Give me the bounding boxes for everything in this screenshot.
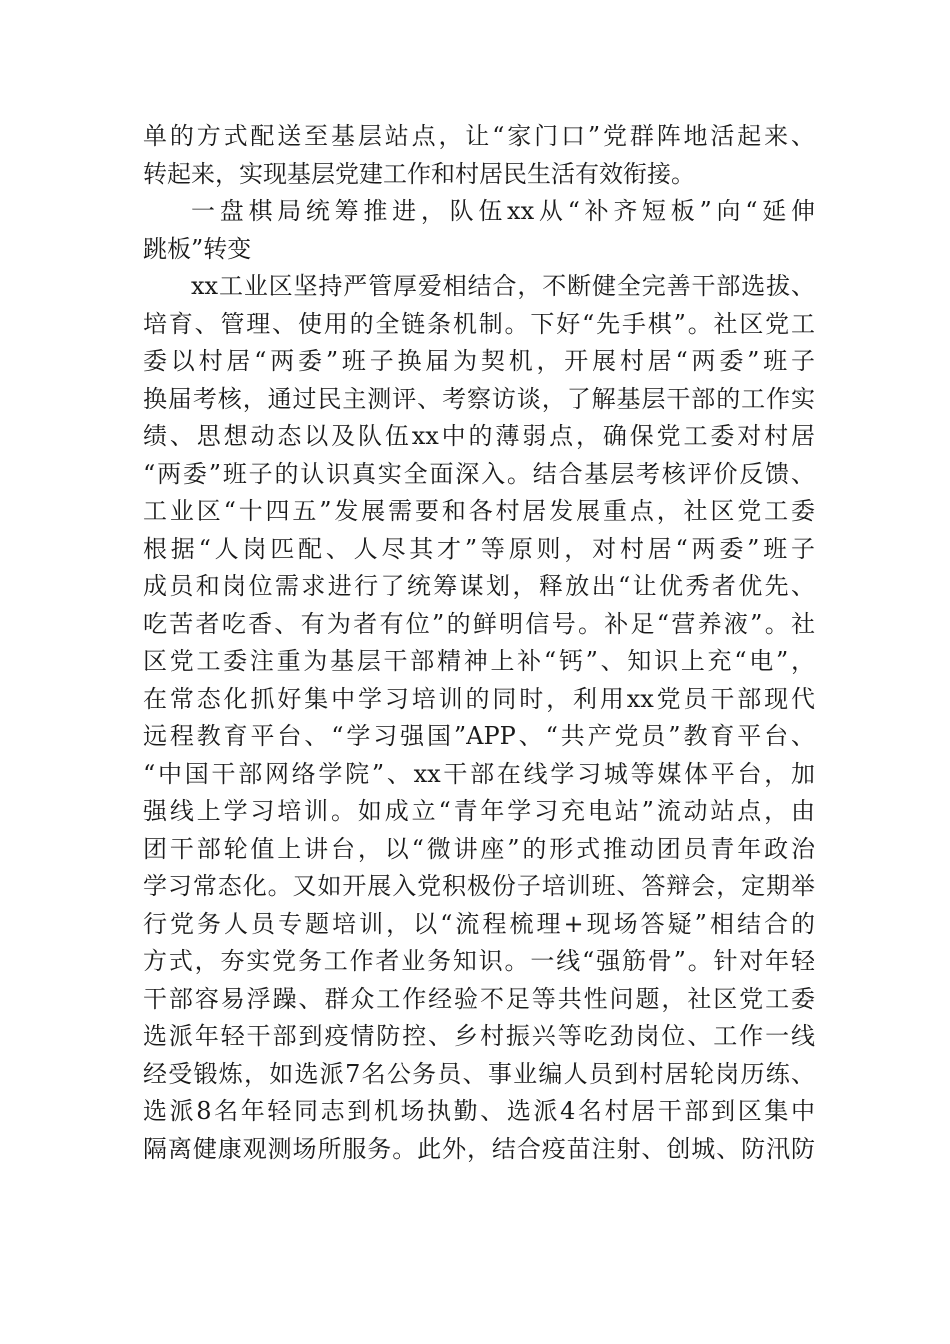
paragraph [143,118,815,193]
text-line: 远程教育平台、“学习强国”APP、“共产党员”教育平台、 [143,722,815,750]
text-line: 成员和岗位需求进行了统筹谋划，释放出“让优秀者优先、 [143,572,815,600]
text-line: 单的方式配送至基层站点，让“家门口”党群阵地活起来、 [143,122,815,150]
text-line: “两委”班子的认识真实全面深入。结合基层考核评价反馈、 [143,459,815,488]
text-line: 干部容易浮躁、群众工作经验不足等共性问题，社区党工委 [143,984,815,1013]
document-page [143,118,815,1168]
text-line: 选派年轻干部到疫情防控、乡村振兴等吃劲岗位、工作一线 [143,1022,815,1050]
text-line: 工业区“十四五”发展需要和各村居发展重点，社区党工委 [143,497,815,525]
text-line: 区党工委注重为基层干部精神上补“钙”、知识上充“电”， [143,647,815,675]
text-line: 隔离健康观测场所服务。此外，结合疫苗注射、创城、防汛防 [143,1134,815,1163]
text-line: 委以村居“两委”班子换届为契机，开展村居“两委”班子 [143,347,815,375]
section-heading [143,193,815,268]
text-line: 跳板”转变 [143,234,252,263]
text-line: 方式，夯实党务工作者业务知识。一线“强筋骨”。针对年轻 [143,947,815,975]
text-line: “中国干部网络学院”、xx干部在线学习城等媒体平台，加 [143,759,815,788]
text-line: 行党务人员专题培训，以“流程梳理+现场答疑”相结合的 [143,909,815,938]
text-line: 换届考核，通过民主测评、考察访谈，了解基层干部的工作实 [143,384,815,413]
text-line: 绩、思想动态以及队伍xx中的薄弱点，确保党工委对村居 [143,422,815,450]
paragraph [143,268,815,1168]
text-line: 经受锻炼，如选派7名公务员、事业编人员到村居轮岗历练、 [143,1059,815,1088]
text-line: 根据“人岗匹配、人尽其才”等原则，对村居“两委”班子 [143,534,815,563]
text-line: 团干部轮值上讲台，以“微讲座”的形式推动团员青年政治 [143,834,815,863]
text-line: 强线上学习培训。如成立“青年学习充电站”流动站点，由 [143,797,815,825]
text-line: 转起来，实现基层党建工作和村居民生活有效衔接。 [143,159,695,188]
text-line: 选派8名年轻同志到机场执勤、选派4名村居干部到区集中 [143,1097,815,1125]
text-line: 吃苦者吃香、有为者有位”的鲜明信号。补足“营养液”。社 [143,609,815,638]
text-line: 一盘棋局统筹推进，队伍xx从“补齐短板”向“延伸 [191,197,815,225]
text-line: 培育、管理、使用的全链条机制。下好“先手棋”。社区党工 [143,309,815,338]
text-line: 学习常态化。又如开展入党积极份子培训班、答辩会，定期举 [143,872,815,900]
text-line: 在常态化抓好集中学习培训的同时，利用xx党员干部现代 [143,684,815,713]
text-line: xx工业区坚持严管厚爱相结合，不断健全完善干部选拔、 [191,272,815,300]
